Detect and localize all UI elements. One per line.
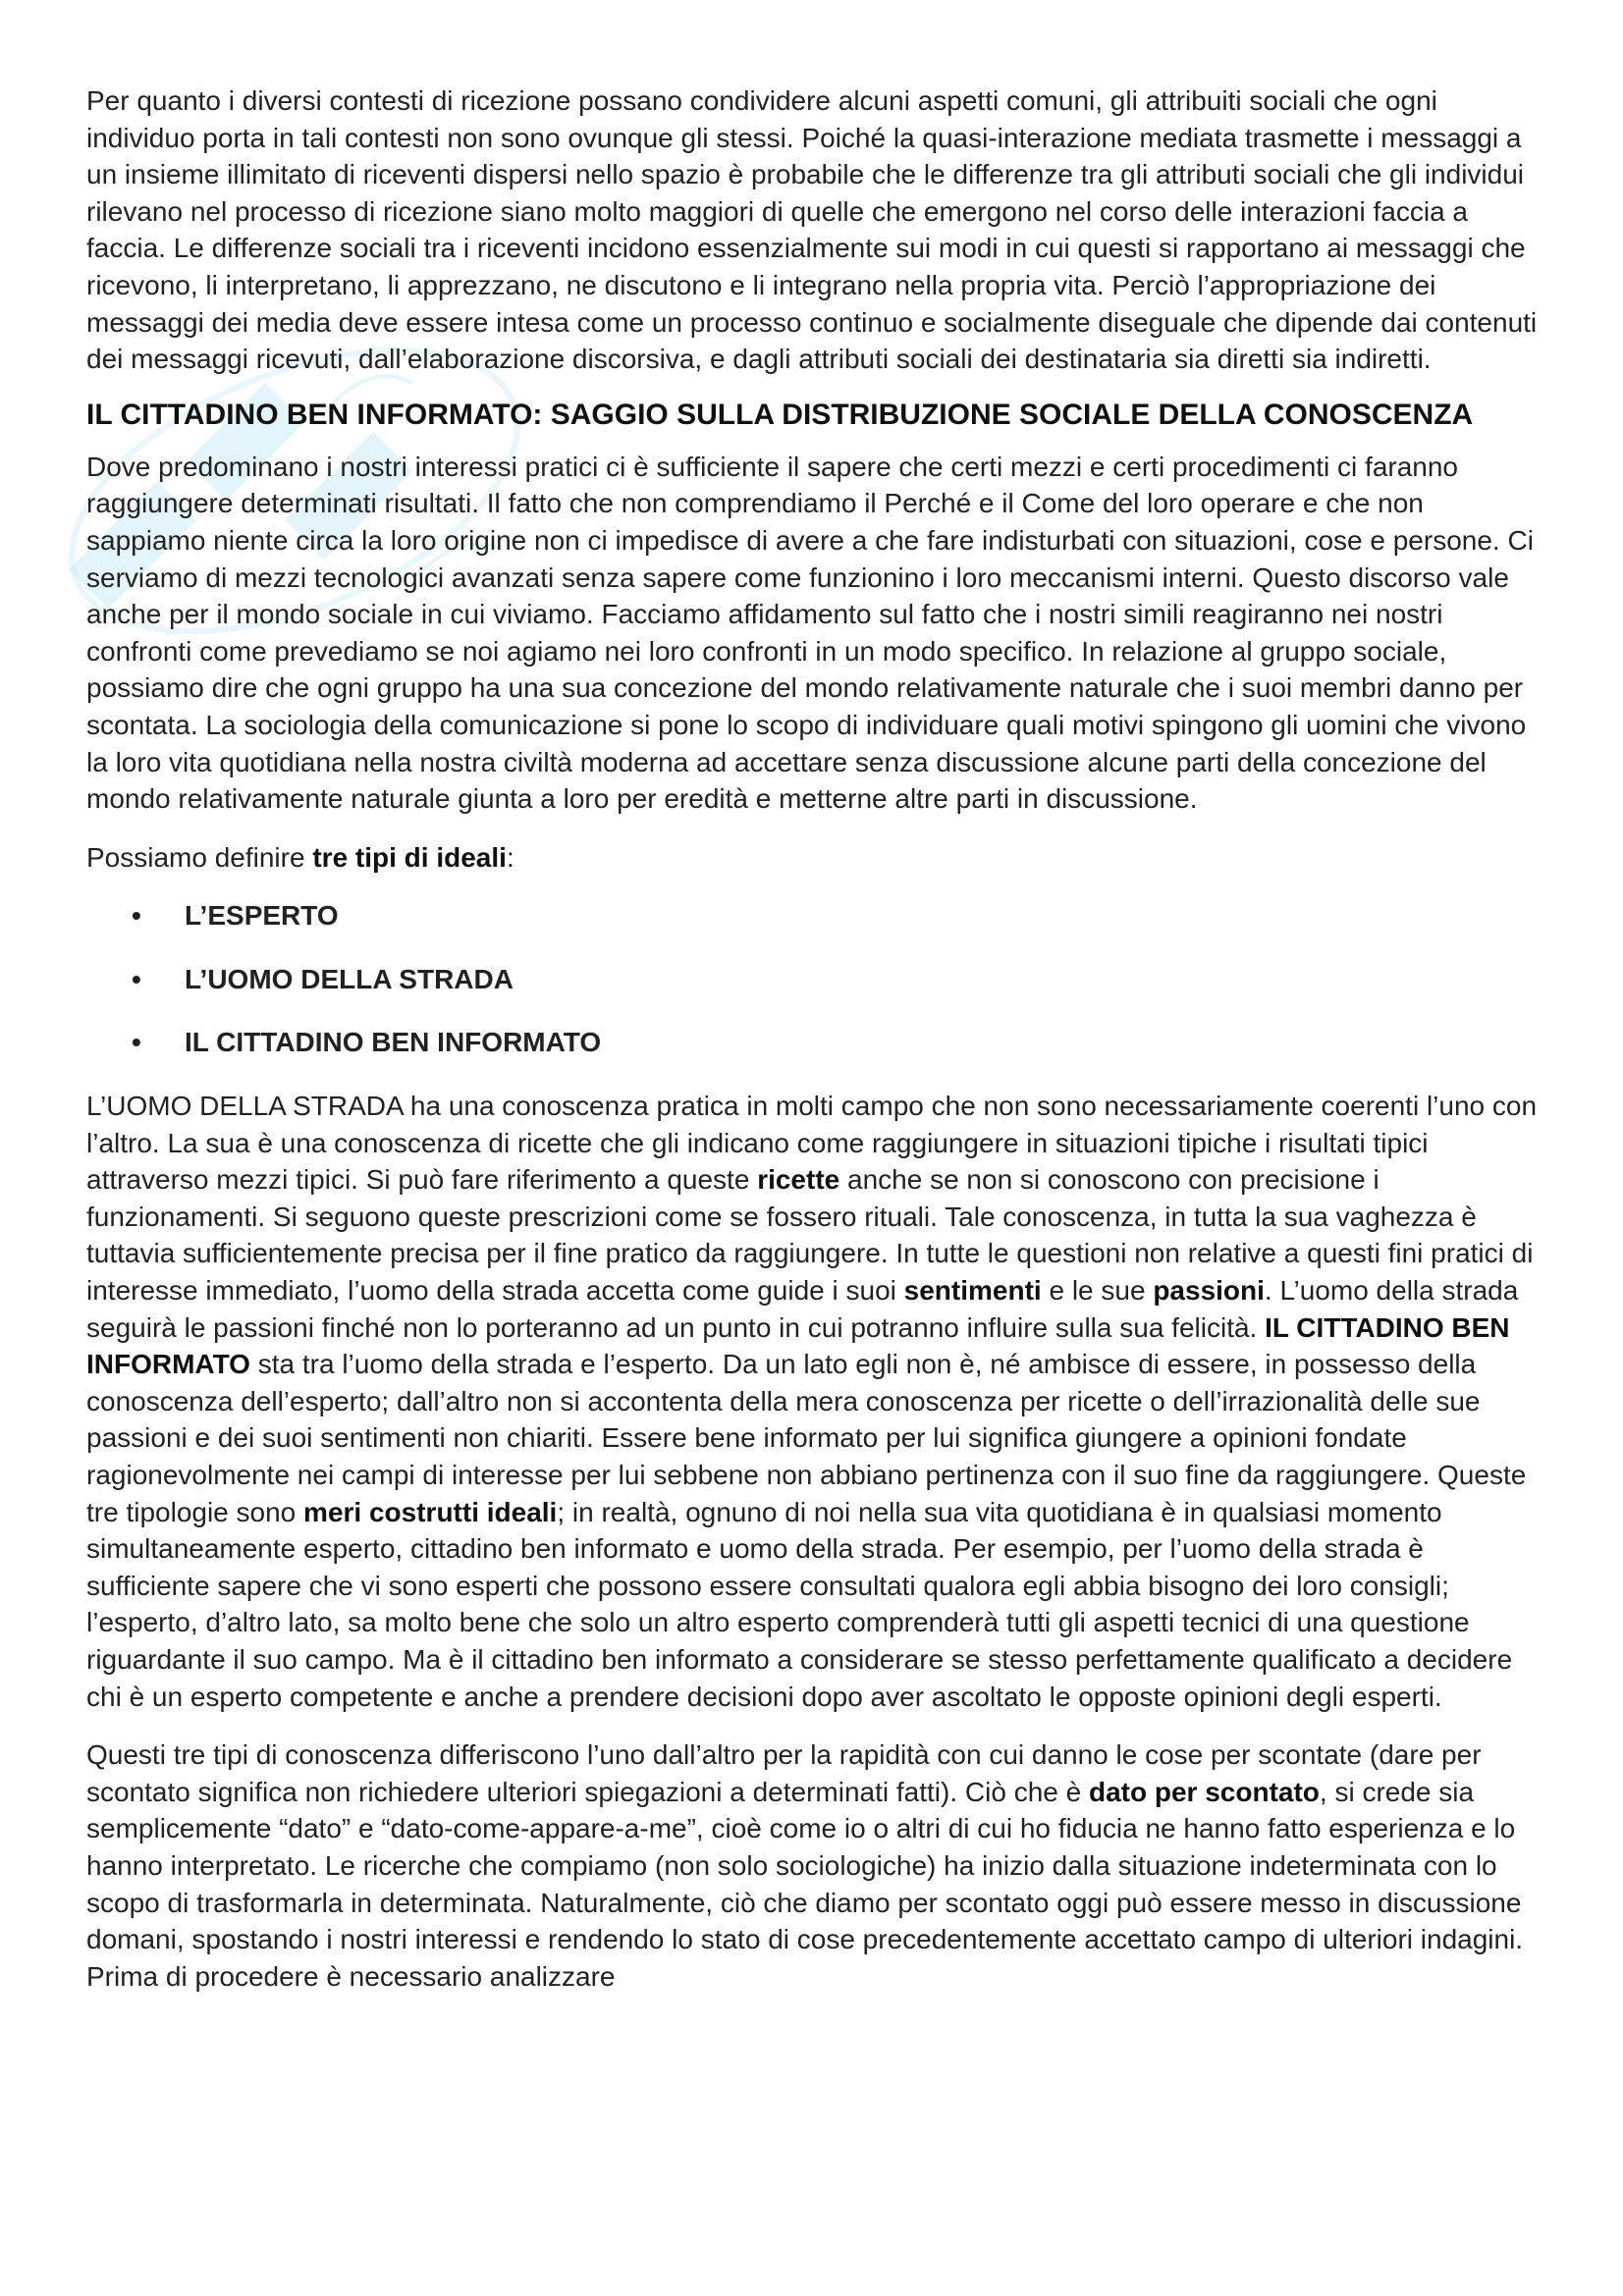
- text-run: sta tra l’uomo della strada e l’esperto. Da un lato egli non è, né ambisce di essere, in possesso della conoscenza dell’esperto; dall’altro non si accontenta della mera conoscenza per ricette o dell’irrazionalità delle sue passioni e dei suoi sentimenti non chiariti. Essere bene informato per lui significa giungere a opinioni fondate ragionevolmente nei campi di interesse per lui sebbene non abbiano pertinenza con il suo fine da raggiungere. Queste tre tipologie sono: [86, 1349, 1527, 1527]
- intro-bold: tre tipi di ideali: [312, 841, 507, 873]
- text-run: anche se non si conoscono con precisione i funzionamenti. Si seguono queste prescrizioni come se fossero rituali. Tale conoscenza, in tutta la sua vaghezza è tuttavia sufficientemente precisa per il fine pratico da raggiungere. In tutte le questioni non relative a questi fini pratici di interesse immediato, l’uomo della strada accetta come guide i suoi: [86, 1164, 1534, 1307]
- text-run: Questi tre tipi di conoscenza differiscono l’uno dall’altro per la rapidità con cui danno le cose per scontate (dare per scontato significa non richiedere ulteriori spiegazioni a determinati fatti). Ciò che è: [86, 1739, 1482, 1807]
- list-item-label: L’UOMO DELLA STRADA: [185, 963, 514, 994]
- intro-colon: :: [506, 841, 514, 873]
- text-run: e le sue: [1041, 1275, 1154, 1307]
- bold-run: dato per scontato: [1088, 1776, 1320, 1807]
- bold-run: ricette: [757, 1164, 840, 1196]
- bold-run: sentimenti: [903, 1275, 1042, 1307]
- bold-run: passioni: [1153, 1275, 1265, 1307]
- bullet-icon: •: [132, 963, 141, 994]
- list-item-label: L’ESPERTO: [185, 900, 339, 932]
- bold-run: IL CITTADINO BEN INFORMATO: [86, 1311, 1510, 1380]
- paragraph-taken-for-granted: [86, 1736, 1538, 1995]
- bullet-icon: •: [132, 900, 141, 932]
- paragraph-man-on-the-street: [86, 1088, 1538, 1715]
- intro-text: Possiamo definire: [86, 841, 313, 873]
- text-run: L’UOMO DELLA STRADA ha una conoscenza pratica in molti campo che non sono necessariamente coerenti l’uno con l’altro. La sua è una conoscenza di ricette che gli indicano come raggiungere in situazioni tipiche i risultati tipici attraverso mezzi tipici. Si può fare riferimento a queste: [86, 1091, 1538, 1196]
- ideal-types-list: [86, 897, 1538, 1061]
- list-item-label: IL CITTADINO BEN INFORMATO: [185, 1027, 602, 1058]
- list-item: [86, 897, 1538, 934]
- paragraph-reception: Per quanto i diversi contesti di ricezione possano condividere alcuni aspetti comuni, gli attribuiti sociali che ogni individuo porta in tali contesti non sono ovunque gli stessi. Poiché la quasi-interazione mediata trasmette i messaggi a un insieme illimitato di riceventi dispersi nello spazio è probabile che le differenze tra gli attributi sociali che gli individui rilevano nel processo di ricezione siano molto maggiori di quelle che emergono nel corso delle interazioni faccia a faccia. Le differenze sociali tra i riceventi incidono essenzialmente sui modi in cui questi si rapportano ai messaggi che ricevono, li interpretano, li apprezzano, ne discutono e li integrano nella propria vita. Perciò l’appropriazione dei messaggi dei media deve essere intesa come un processo continuo e socialmente diseguale che dipende dai contenuti dei messaggi ricevuti, dall’elaborazione discorsiva, e dagli attributi sociali dei destinataria sia diretti sia indiretti.: [86, 85, 1538, 375]
- paragraph-practical-interests: Dove predominano i nostri interessi pratici ci è sufficiente il sapere che certi mezzi e certi procedimenti ci faranno raggiungere determinati risultati. Il fatto che non comprendiamo il Perché e il Come del loro operare e che non sappiamo niente circa la loro origine non ci impedisce di avere a che fare indisturbati con situazioni, cose e persone. Ci serviamo di mezzi tecnologici avanzati senza sapere come funzionino i loro meccanismi interni. Questo discorso vale anche per il mondo sociale in cui viviamo. Facciamo affidamento sul fatto che i nostri simili reagiranno nei nostri confronti come prevediamo se noi agiamo nei loro confronti in un modo specifico. In relazione al gruppo sociale, possiamo dire che ogni gruppo ha una sua concezione del mondo relativamente naturale che i suoi membri danno per scontata. La sociologia della comunicazione si pone lo scopo di individuare quali motivi spingono gli uomini che vivono la loro vita quotidiana nella nostra civiltà moderna ad accettare senza discussione alcune parti della concezione del mondo relativamente naturale giunta a loro per eredità e metterne altre parti in discussione.: [86, 451, 1534, 815]
- bold-run: meri costrutti ideali: [303, 1496, 558, 1527]
- list-item: [86, 961, 1538, 998]
- list-item: [86, 1024, 1538, 1061]
- text-run: . L’uomo della strada seguirà le passioni finché non lo porteranno ad un punto in cui potranno influire sulla sua felicità.: [86, 1275, 1519, 1343]
- paragraph-ideal-types-intro: [86, 839, 1538, 877]
- text-run: , si crede sia semplicemente “dato” e “dato-come-appare-a-me”, cioè come io o altri di cui ho fiducia ne hanno fatto esperienza e lo hanno interpretato. Le ricerche che compiamo (non solo sociologiche) ha inizio dalla situazione indeterminata con lo scopo di trasformarla in determinata. Naturalmente, ciò che diamo per scontato oggi può essere messo in discussione domani, spostando i nostri interessi e rendendo lo stato di cose precedentemente accettato campo di ulteriori indagini. Prima di procedere è necessario analizzare: [86, 1776, 1524, 1992]
- section-heading: IL CITTADINO BEN INFORMATO: SAGGIO SULLA DISTRIBUZIONE SOCIALE DELLA CONOSCENZA: [86, 398, 1474, 431]
- bullet-icon: •: [132, 1027, 141, 1058]
- document-page: [86, 82, 1538, 1995]
- text-run: ; in realtà, ognuno di noi nella sua vita quotidiana è in qualsiasi momento simultaneamente esperto, cittadino ben informato e uomo della strada. Per esempio, per l’uomo della strada è sufficiente sapere che vi sono esperti che possono essere consultati qualora egli abbia bisogno dei loro consigli; l’esperto, d’altro lato, sa molto bene che solo un altro esperto comprenderà tutti gli aspetti tecnici di una questione riguardante il suo campo. Ma è il cittadino ben informato a considerare se stesso perfettamente qualificato a decidere chi è un esperto competente e anche a prendere decisioni dopo aver ascoltato le opposte opinioni degli esperti.: [86, 1496, 1513, 1712]
